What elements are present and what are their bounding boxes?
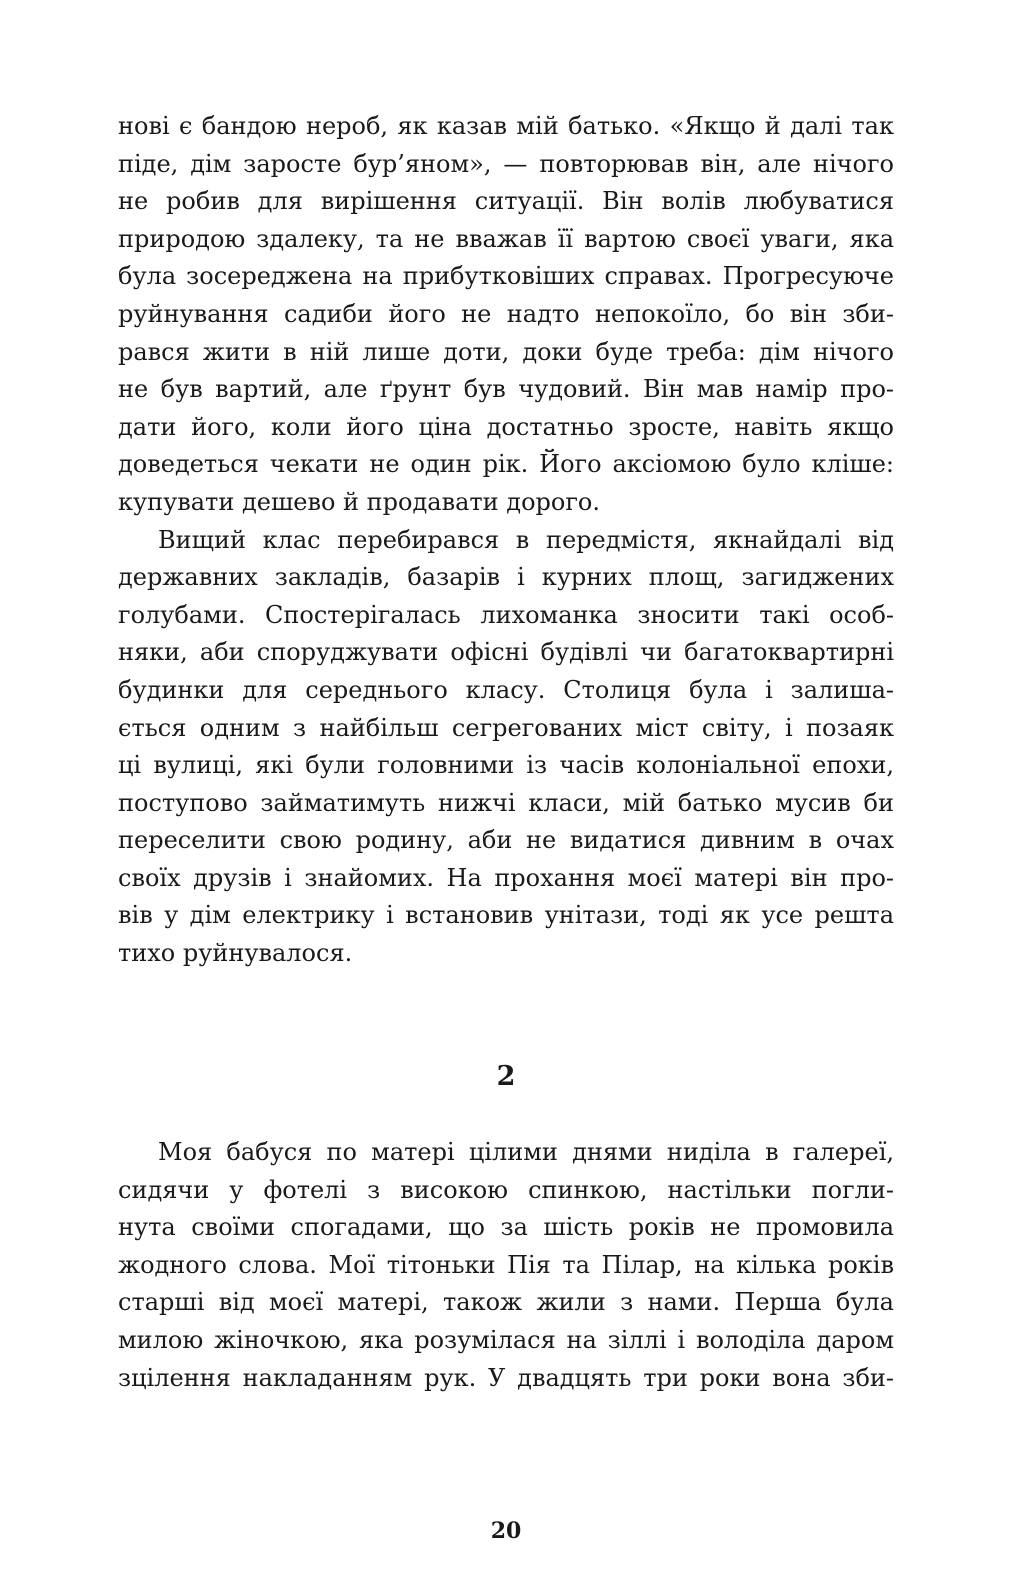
text-line: няки, аби споруджувати офісні будівлі чи багатоквартирні [118,638,894,667]
text-line: переселити свою родину, аби не видатися дивним в очах [118,826,894,855]
text-line: голубами. Спостерігалась лихоманка зносити такі особ- [118,600,894,629]
chapter-text-block [118,1134,894,1397]
text-line: Моя бабуся по матері цілими днями ниділа в галереї, [158,1138,894,1166]
text-line: рався жити в ній лише доти, доки буде треба: дім нічого [118,337,894,366]
text-line: не робив для вирішення ситуації. Він волів любуватися [118,187,894,216]
text-line: нові є бандою нероб, як казав мій батько. «Якщо й далі так [118,112,894,140]
text-line: була зосереджена на прибутковіших справах. Прогресуюче [118,262,894,291]
paragraph-2 [118,522,894,973]
text-line: поступово займатимуть нижчі класи, мій батько мусив би [118,788,894,817]
text-line: руйнування садиби його не надто непокоїло, бо він зби- [118,299,894,328]
text-line: зцілення накладанням рук. У двадцять три роки вона зби- [118,1363,894,1392]
text-line: не був вартий, але ґрунт був чудовий. Він мав намір про- [118,375,894,404]
text-line: милою жіночкою, яка розумілася на зіллі і володіла даром [118,1325,894,1354]
text-line: тихо руйнувалося. [118,939,353,968]
text-line: сидячи у фотелі з високою спинкою, настільки погли- [118,1175,894,1204]
chapter-number: 2 [496,1061,516,1092]
text-line: жодного слова. Мої тітоньки Пія та Пілар, на кілька років [118,1250,894,1279]
text-line: державних закладів, базарів і курних площ, загиджених [118,563,894,592]
text-line: нута своїми спогадами, що за шість років не промовила [118,1213,894,1242]
text-line: природою здалеку, та не вважав її вартою своєї уваги, яка [118,224,894,253]
text-line: старші від моєї матері, також жили з нами. Перша була [118,1288,894,1317]
paragraph-3 [118,1134,894,1397]
text-line: своїх друзів і знайомих. На прохання моєї матері він про- [118,863,894,892]
text-line: вів у дім електрику і встановив унітази, тоді як усе решта [118,901,894,930]
text-line: будинки для середнього класу. Столиця була і залиша- [118,675,894,704]
main-text-block [118,108,894,973]
text-line: купувати дешево й продавати дорого. [118,487,600,516]
text-line: піде, дім заросте бур’яном», — повторював він, але нічого [118,149,894,178]
text-line: ється одним з найбільш сегрегованих міст світу, і позаяк [118,713,894,742]
text-line: дати його, коли його ціна достатньо зросте, навіть якщо [118,412,894,441]
text-line: ці вулиці, які були головними із часів колоніальної епохи, [118,751,894,780]
page-number: 20 [490,1518,522,1544]
text-line: Вищий клас перебирався в передмістя, якнайдалі від [158,525,894,554]
text-line: доведеться чекати не один рік. Його аксіомою було кліше: [118,450,894,479]
paragraph-1 [118,108,894,522]
